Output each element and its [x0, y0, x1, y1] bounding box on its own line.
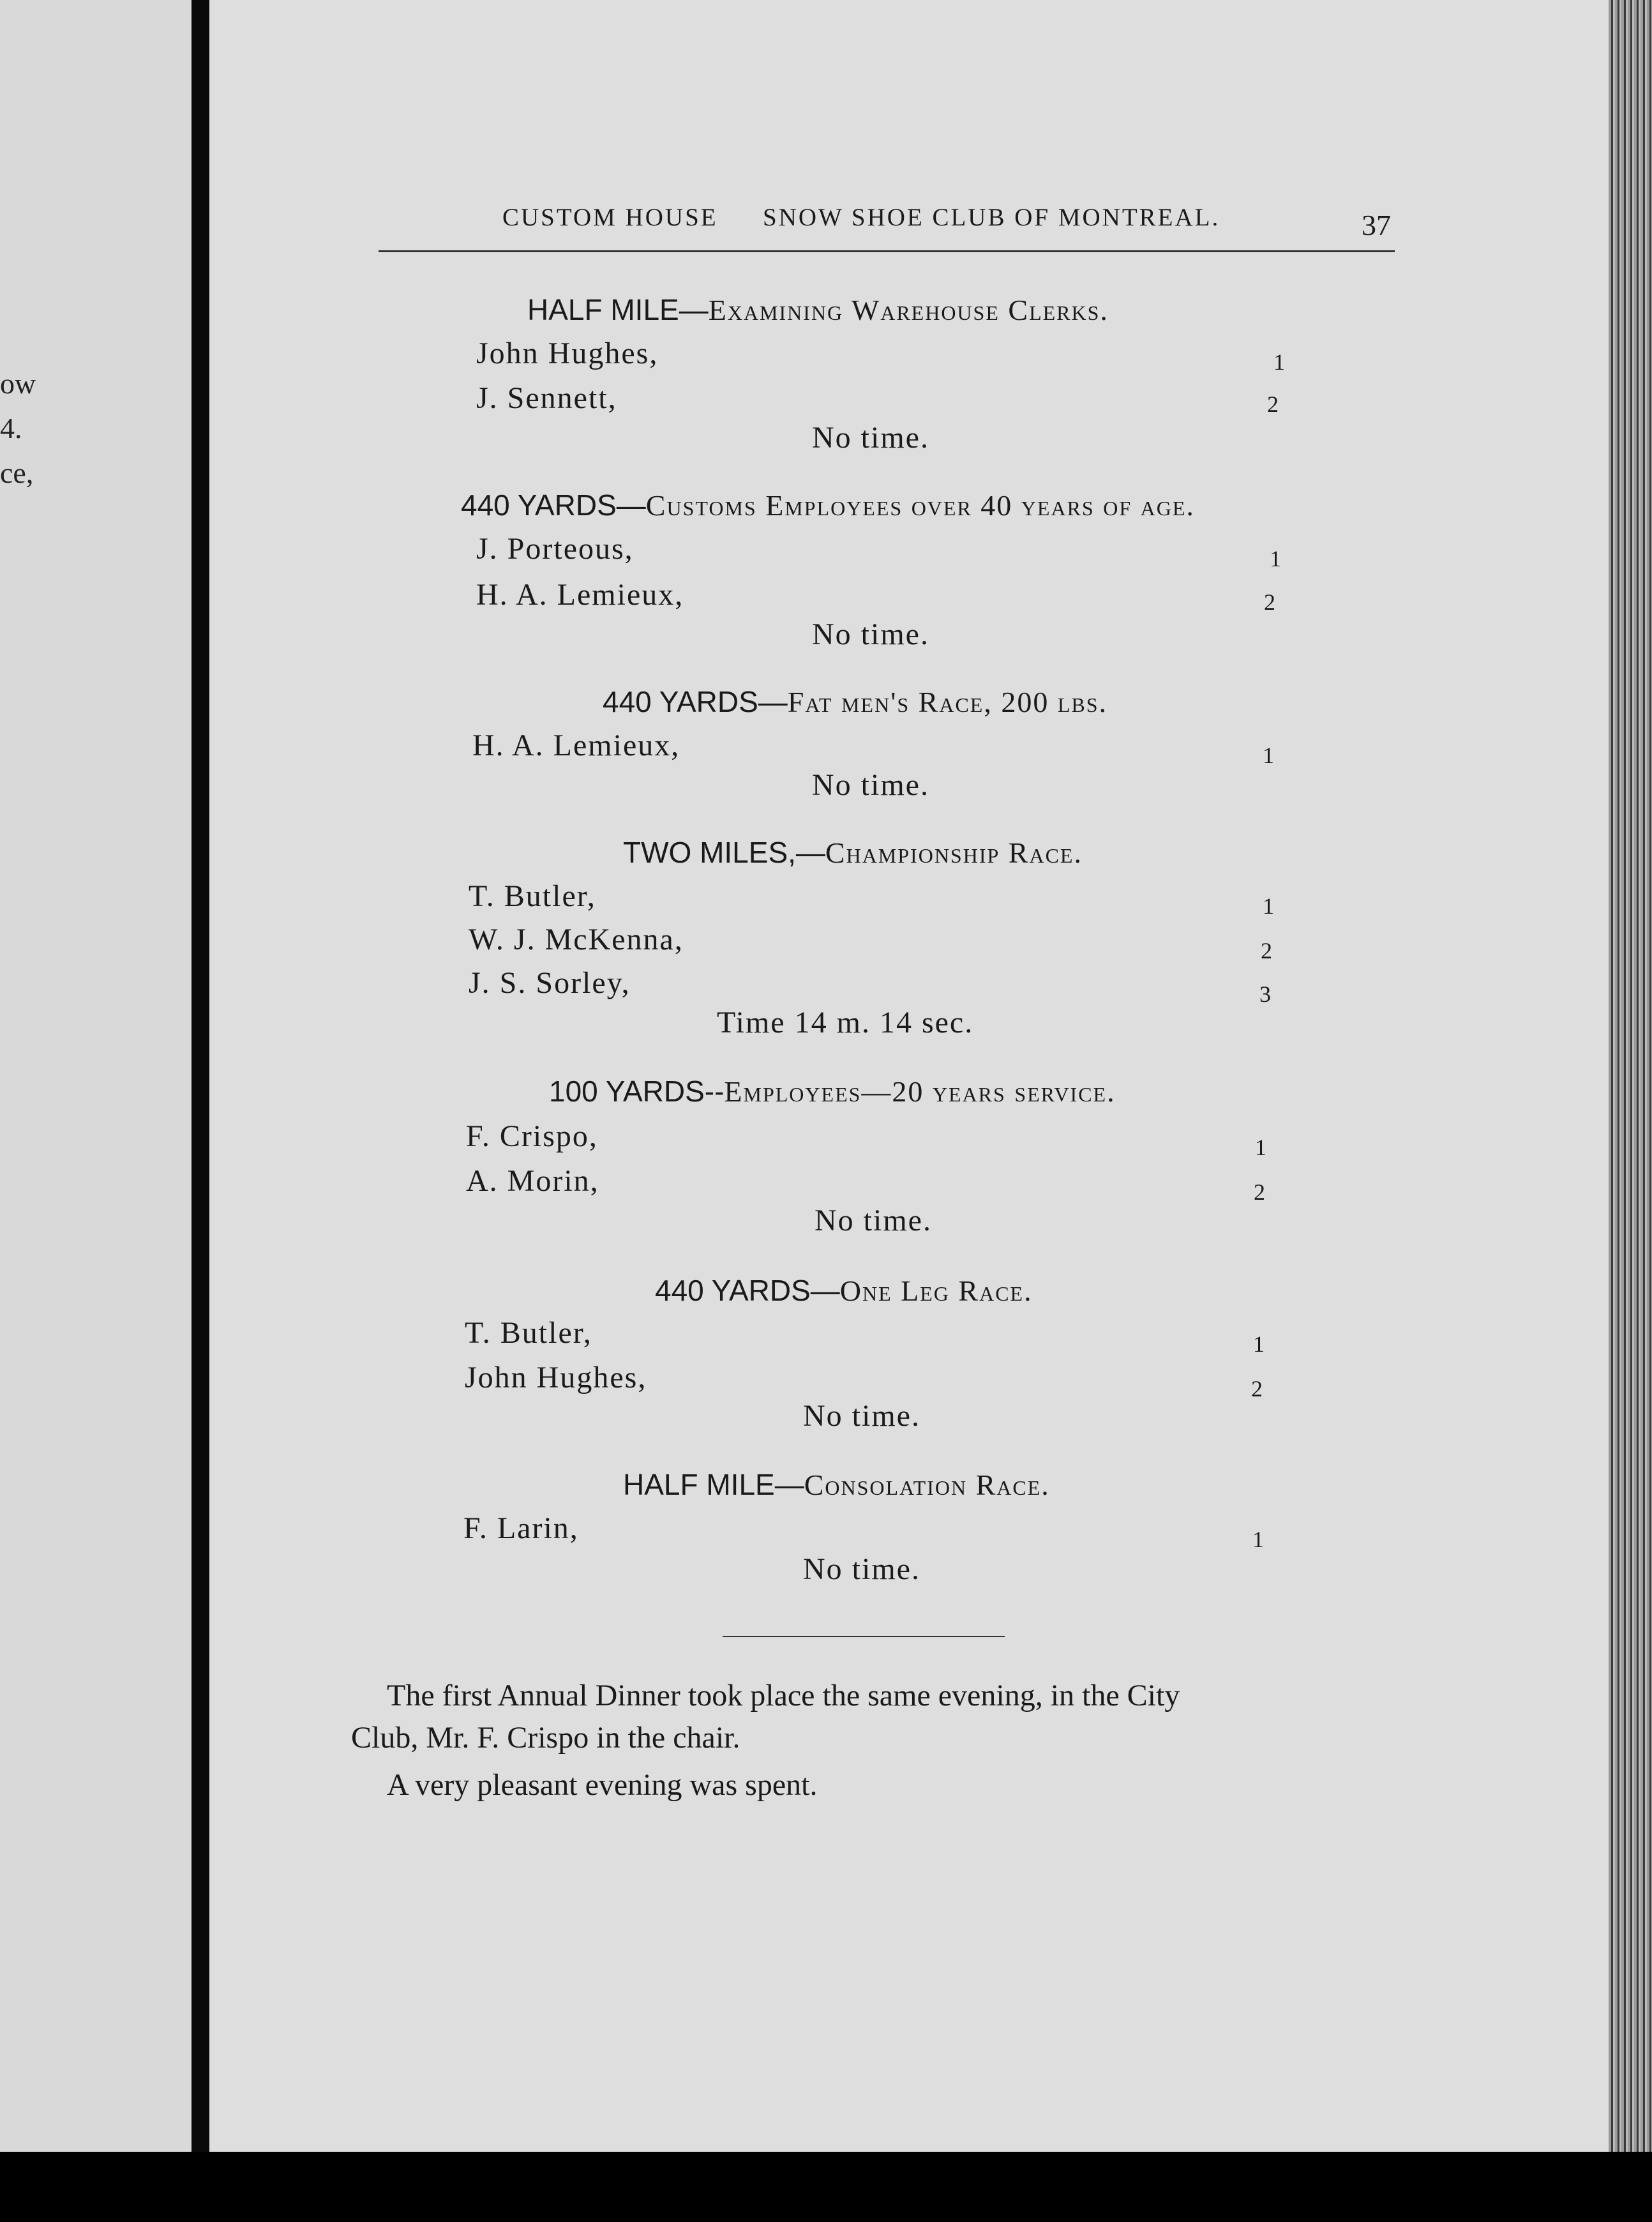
result-place: 2 [1254, 1179, 1265, 1205]
result-place: 1 [1252, 1527, 1264, 1552]
result-name: John Hughes, [465, 1361, 647, 1394]
race-description: Examining Warehouse Clerks. [708, 294, 1109, 326]
result-place: 2 [1251, 1376, 1263, 1402]
result-place: 3 [1259, 981, 1271, 1007]
result-name: H. A. Lemieux, [472, 729, 680, 762]
result-name: F. Larin, [463, 1511, 579, 1545]
race-heading [603, 684, 1108, 719]
race-heading [623, 835, 1083, 870]
result-name: T. Butler, [465, 1316, 592, 1350]
left-page-fragment: ce, [0, 457, 34, 489]
race-description: Consolation Race. [804, 1469, 1050, 1501]
race-description: Customs Employees over 40 years of age. [645, 489, 1195, 522]
left-page-fragment: ow [0, 367, 36, 400]
race-description: One Leg Race. [839, 1274, 1033, 1307]
result-place: 1 [1263, 893, 1274, 919]
page-edges [1609, 0, 1652, 2152]
running-header-right: SNOW SHOE CLUB OF MONTREAL. [763, 204, 1220, 231]
result-name: W. J. McKenna, [469, 923, 684, 956]
race-time: No time. [812, 768, 929, 802]
result-place: 1 [1253, 1331, 1265, 1357]
result-place: 2 [1261, 938, 1272, 964]
result-place: 1 [1273, 349, 1285, 375]
race-time: No time. [812, 421, 929, 455]
race-distance: 100 YARDS-- [549, 1075, 725, 1108]
closing-paragraph-line: A very pleasant evening was spent. [387, 1768, 818, 1802]
race-time: No time. [803, 1399, 920, 1433]
race-distance: 440 YARDS— [603, 685, 788, 718]
closing-paragraph-line: The first Annual Dinner took place the same evening, in the City [387, 1679, 1180, 1712]
result-name: J. S. Sorley, [469, 966, 631, 1000]
page-number: 37 [1362, 209, 1391, 241]
race-distance: HALF MILE— [623, 1468, 804, 1501]
race-description: Employees—20 years service. [724, 1075, 1116, 1108]
closing-paragraph-line: Club, Mr. F. Crispo in the chair. [351, 1721, 740, 1755]
result-name: H. A. Lemieux, [476, 578, 684, 612]
race-heading [655, 1273, 1033, 1308]
section-separator [723, 1636, 1005, 1637]
scan-border [0, 2152, 1652, 2222]
result-name: A. Morin, [466, 1164, 599, 1198]
race-description: Championship Race. [825, 836, 1083, 869]
race-distance: TWO MILES,— [623, 836, 825, 869]
race-time: Time 14 m. 14 sec. [717, 1006, 974, 1039]
header-rule [379, 250, 1395, 252]
result-name: J. Sennett, [476, 381, 617, 415]
result-place: 2 [1264, 589, 1275, 615]
result-name: J. Porteous, [476, 532, 634, 566]
result-place: 1 [1255, 1135, 1266, 1160]
race-heading [461, 488, 1195, 522]
running-header-left: CUSTOM HOUSE [502, 204, 718, 231]
result-name: John Hughes, [476, 336, 659, 370]
book-spine [191, 0, 209, 2152]
result-place: 1 [1263, 743, 1274, 768]
race-heading [527, 292, 1109, 327]
race-distance: 440 YARDS— [655, 1274, 840, 1307]
result-name: F. Crispo, [466, 1119, 598, 1153]
race-time: No time. [803, 1552, 920, 1586]
result-name: T. Butler, [469, 879, 596, 913]
left-page [0, 0, 191, 2152]
race-time: No time. [815, 1204, 932, 1237]
race-heading [549, 1074, 1116, 1108]
race-distance: HALF MILE— [527, 293, 709, 326]
left-page-fragment: 4. [0, 412, 22, 444]
race-description: Fat men's Race, 200 lbs. [787, 686, 1108, 718]
race-time: No time. [812, 617, 929, 651]
result-place: 1 [1270, 546, 1281, 571]
race-distance: 440 YARDS— [461, 488, 646, 522]
race-heading [623, 1467, 1050, 1502]
result-place: 2 [1267, 391, 1279, 417]
